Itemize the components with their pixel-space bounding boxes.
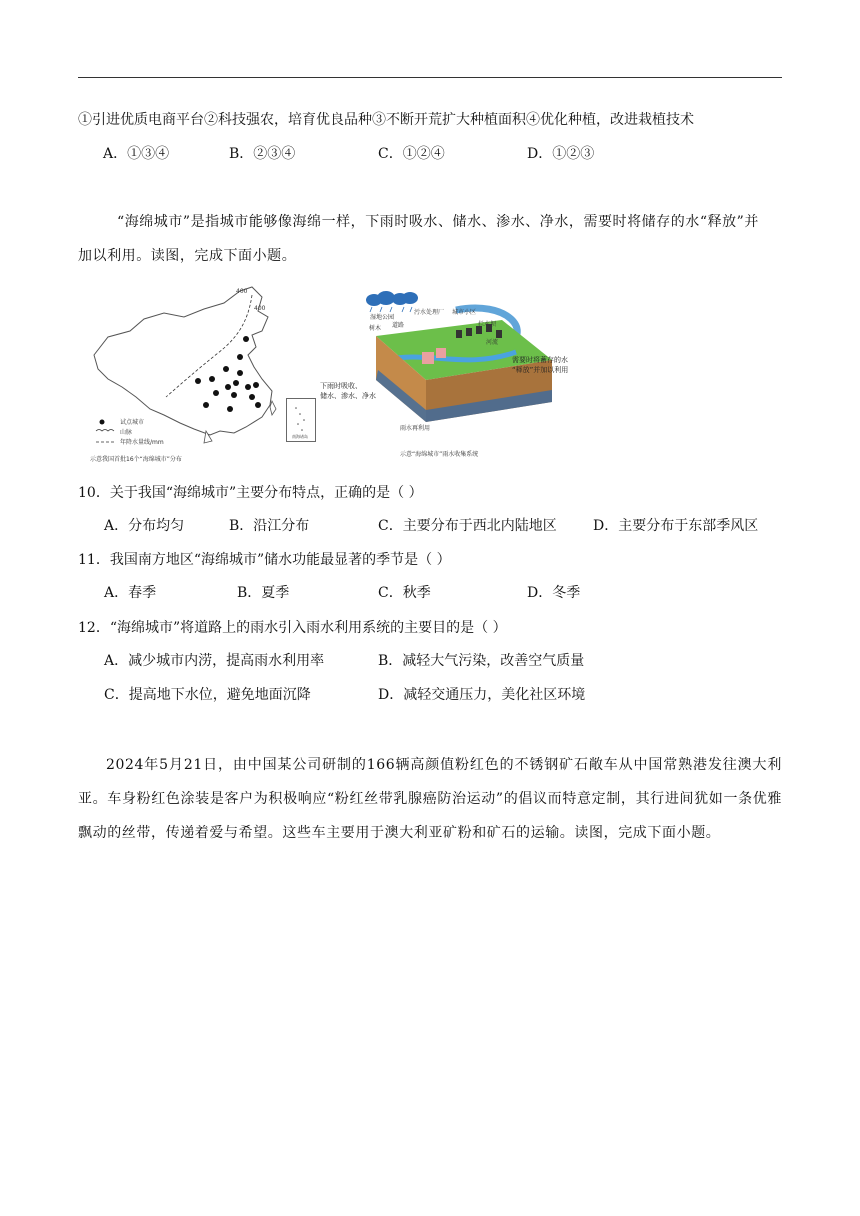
taiwan-outline: [270, 401, 276, 415]
city-dot: [249, 394, 255, 400]
label-release-2: “释放”并加以利用: [512, 366, 569, 374]
city-dot: [225, 384, 231, 390]
city-dot: [245, 384, 251, 390]
city-dot: [227, 406, 233, 412]
q11-option-d: D．冬季: [527, 585, 581, 601]
city-dot: [255, 402, 261, 408]
label-river: 河流: [486, 339, 499, 346]
rain-clouds: [366, 291, 418, 306]
q10-option-a: A．分布均匀: [104, 518, 185, 534]
label-absorb: 下雨时吸收、: [320, 382, 362, 390]
city-dot: [237, 370, 243, 376]
legend-mountain: 山脉: [120, 429, 133, 436]
legend-mountain-icon: [96, 430, 114, 432]
label-reuse: 雨水再利用: [400, 425, 431, 432]
prev-option-c: C．①②④: [378, 146, 445, 162]
inset-label: 南海诸岛: [292, 434, 308, 439]
city-dot: [203, 402, 209, 408]
question-11-stem: 11．我国南方地区“海绵城市”储水功能最显著的季节是（ ）: [78, 552, 451, 568]
legend-city: 试点城市: [120, 419, 145, 426]
china-outline: [94, 287, 272, 435]
city-dot: [243, 336, 249, 342]
prev-option-a: A．①③④: [103, 146, 170, 162]
label-release: 需要时将蓄存的水: [512, 356, 568, 364]
sponge-intro-line1: “海绵城市”是指城市能够像海绵一样，下雨时吸水、储水、渗水、净水，需要时将储存的水“释放”并: [117, 214, 759, 230]
legend-isohyet: 年降水量线/mm: [120, 439, 164, 446]
china-map-figure: [86, 283, 286, 465]
map-caption: 示意我国首批16个“海绵城市”分布: [90, 456, 182, 463]
label-road: 道路: [392, 322, 405, 329]
legend-dot-icon: [100, 420, 105, 425]
city-dot: [231, 392, 237, 398]
label-sewage: 污水处理厂: [414, 309, 445, 316]
city-dot: [195, 378, 201, 384]
question-12-stem: 12．“海绵城市”将道路上的雨水引入雨水利用系统的主要目的是（ ）: [78, 620, 507, 636]
q12-option-c: C．提高地下水位，避免地面沉降: [104, 687, 311, 703]
label-dam: 拦水坝: [478, 321, 497, 328]
header-rule: [78, 77, 782, 78]
isohyet-label-2: 400: [254, 305, 266, 312]
q10-option-d: D．主要分布于东部季风区: [593, 518, 759, 534]
sponge-intro-line2: 加以利用。读图，完成下面小题。: [78, 248, 297, 264]
truck-intro-paragraph: 2024年5月21日，由中国某公司研制的166辆高颜值粉红色的不锈钢矿石敞车从中国常熟港发往澳大利亚。车身粉红色涂装是客户为积极响应“粉红丝带乳腺癌防治运动”的倡议而特意定制，其行进间犹如一条优雅飘动的丝带，传递着爱与希望。这些车主要用于澳大利亚矿粉和矿石的运输。读图，完成下面小题。: [78, 757, 782, 841]
prev-option-b: B．②③④: [229, 146, 296, 162]
q11-option-a: A．春季: [104, 585, 157, 601]
label-community: 城市小区: [452, 309, 477, 316]
diagram-caption: 示意“海绵城市”雨水收集系统: [400, 451, 479, 458]
prev-question-statement: ①引进优质电商平台②科技强农，培育优良品种③不断开荒扩大种植面积④优化种植，改进栽植技术: [78, 112, 694, 128]
map-legend: [96, 418, 164, 446]
city-dot: [237, 354, 243, 360]
q11-option-c: C．秋季: [378, 585, 431, 601]
city-dot: [213, 390, 219, 396]
q11-option-b: B．夏季: [237, 585, 290, 601]
q12-option-b: B．减轻大气污染，改善空气质量: [378, 653, 585, 669]
q10-option-c: C．主要分布于西北内陆地区: [378, 518, 557, 534]
city-dot: [223, 366, 229, 372]
label-tree: 树木: [369, 325, 382, 332]
label-absorb-2: 储水、渗水、净水: [320, 392, 376, 400]
sponge-system-diagram: [316, 290, 616, 462]
question-10-stem: 10．关于我国“海绵城市”主要分布特点，正确的是（ ）: [78, 485, 423, 501]
isohyet-label: 400: [236, 288, 248, 295]
city-dot: [253, 382, 259, 388]
city-dot: [233, 380, 239, 386]
label-park: 湿地公园: [370, 314, 395, 321]
city-dot: [209, 376, 215, 382]
q12-option-d: D．减轻交通压力，美化社区环境: [378, 687, 586, 703]
prev-option-d: D．①②③: [527, 146, 595, 162]
q12-option-a: A．减少城市内涝，提高雨水利用率: [104, 653, 325, 669]
rain-drops: [370, 307, 412, 312]
q10-option-b: B．沿江分布: [229, 518, 310, 534]
south-sea-inset: [286, 398, 316, 442]
